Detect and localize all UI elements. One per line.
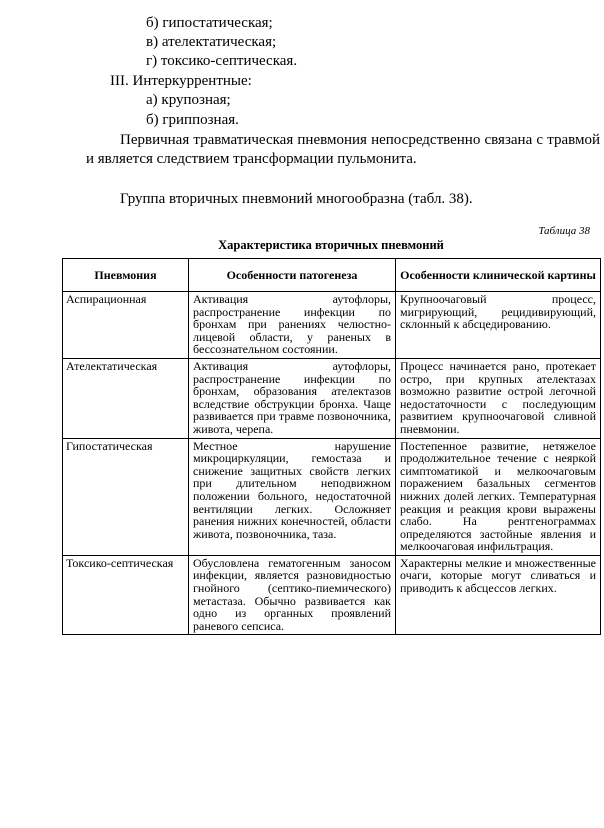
- table-header-row: [63, 259, 601, 292]
- header-pathogenesis: Особенности патогенеза: [189, 259, 396, 292]
- pneumonia-table: [62, 258, 601, 635]
- cell-pathogenesis: Обусловлена гематогенным заносом инфекции, является разновидностью гнойного (септико-пиемического) метастаза. Обычно развивается как одно из органных проявлений раневого сепсиса.: [189, 555, 396, 635]
- cell-type: Аспирационная: [63, 292, 189, 359]
- cell-clinic: Процесс начинается рано, протекает остро, при крупных ателектазах возможно развитие острой легочной недостаточности с последующим развитием крупноочаговой сливной пневмонии.: [396, 358, 601, 438]
- table-number: Таблица 38: [538, 225, 590, 237]
- table-row: [63, 292, 601, 359]
- header-pneumonia: Пневмония: [63, 259, 189, 292]
- cell-clinic: Характерны мелкие и множественные очаги, которые могут сливаться и приводить к абсцессов легких.: [396, 555, 601, 635]
- paragraph-primary: Первичная травматическая пневмония непосредственно связана с травмой и является следствием трансформации пульмонита.: [86, 132, 600, 167]
- list-item: б) гипостатическая;: [146, 15, 273, 31]
- cell-clinic: Крупноочаговый процесс, мигрирующий, рецидивирующий, склонный к абсцедированию.: [396, 292, 601, 359]
- table-row: [63, 555, 601, 635]
- paragraph-secondary: Группа вторичных пневмоний многообразна (табл. 38).: [120, 191, 473, 207]
- list-item: г) токсико-септическая.: [146, 53, 298, 69]
- list-item: в) ателектатическая;: [146, 34, 277, 50]
- table-row: [63, 438, 601, 555]
- cell-type: Ателектатическая: [63, 358, 189, 438]
- cell-type: Токсико-септическая: [63, 555, 189, 635]
- cell-pathogenesis: Местное нарушение микроциркуляции, гемостаза и снижение защитных свойств легких при длительном неподвижном положении больного, недостаточной вентиляции легких. Осложняет ранения нижних конечностей, области живота, позвоночника, таза.: [189, 438, 396, 555]
- list-heading: III. Интеркуррентные:: [110, 73, 252, 89]
- cell-clinic: Постепенное развитие, нетяжелое продолжительное течение с неяркой симптоматикой и мелкоочаговым поражением базальных сегментов нижних долей легких. Температурная реакция и реакция крови выражены слабо. На рентгенограммах определяются застойные явления и мелкоочаговая инфильтрация.: [396, 438, 601, 555]
- cell-pathogenesis: Активация аутофлоры, распространение инфекции по бронхам, образования ателектазов вследствие обструкции бронха. Чаще развивается при травме позвоночника, живота, черепа.: [189, 358, 396, 438]
- header-clinic: Особенности клинической картины: [396, 259, 601, 292]
- table-row: [63, 358, 601, 438]
- list-item: а) крупозная;: [146, 92, 231, 108]
- cell-pathogenesis: Активация аутофлоры, распространение инфекции по бронхам при ранениях челюстно-лицевой области, у раненых в бессознательном состоянии.: [189, 292, 396, 359]
- list-item: б) гриппозная.: [146, 112, 239, 128]
- table-caption: Характеристика вторичных пневмоний: [218, 238, 444, 252]
- cell-type: Гипостатическая: [63, 438, 189, 555]
